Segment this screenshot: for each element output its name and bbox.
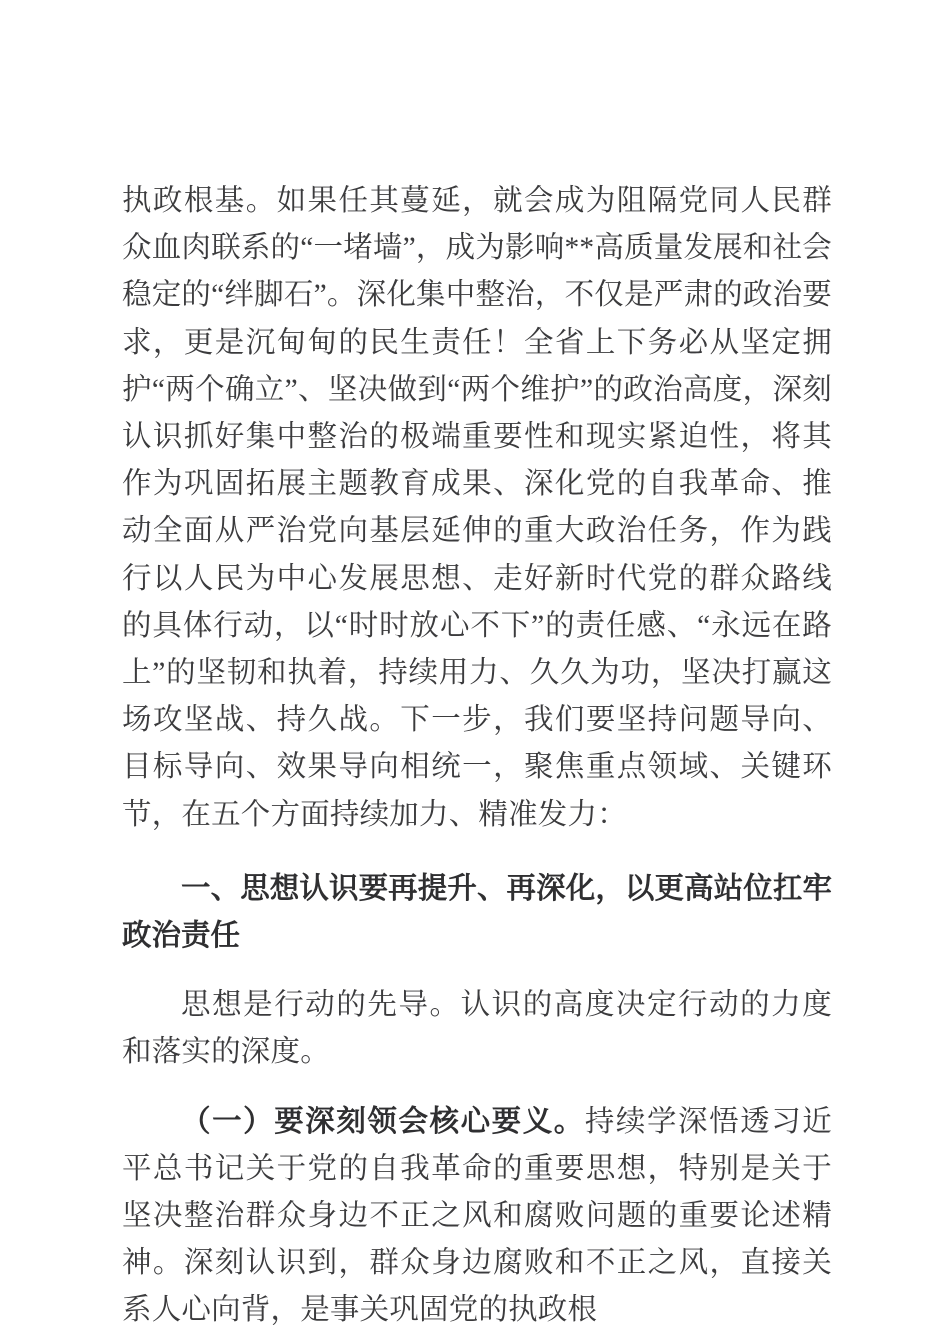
paragraph-spacer-3 [122, 1077, 832, 1099]
subsection-lead-label: （一）要深刻领会核心要义。 [181, 1105, 585, 1138]
section-heading-1: 一、思想认识要再提升、再深化，以更高站位扛牢政治责任 [122, 872, 832, 953]
paragraph-spacer-2 [122, 960, 832, 982]
paragraph-subsection-1 [122, 1099, 832, 1335]
paragraph-continued: 执政根基。如果任其蔓延，就会成为阻隔党同人民群众血肉联系的“一堵墙”，成为影响**高质量发展和社会稳定的“绊脚石”。深化集中整治，不仅是严肃的政治要求，更是沉甸甸的民生责任！全省上下务必从坚定拥护“两个确立”、坚决做到“两个维护”的政治高度，深刻认识抓好集中整治的极端重要性和现实紧迫性，将其作为巩固拓展主题教育成果、深化党的自我革命、推动全面从严治党向基层延伸的重大政治任务，作为践行以人民为中心发展思想、走好新时代党的群众路线的具体行动，以“时时放心不下”的责任感、“永远在路上”的坚韧和执着，持续用力、久久为功，坚决打赢这场攻坚战、持久战。下一步，我们要坚持问题导向、目标导向、效果导向相统一，聚焦重点领域、关键环节，在五个方面持续加力、精准发力： [122, 185, 832, 831]
page-top-margin [0, 0, 950, 178]
paragraph-thought-is-guide: 思想是行动的先导。认识的高度决定行动的力度和落实的深度。 [122, 989, 832, 1069]
document-body [0, 178, 950, 1335]
subsection-body-text: 持续学深悟透习近平总书记关于党的自我革命的重要思想，特别是关于坚决整治群众身边不正之风和腐败问题的重要论述精神。深刻认识到，群众身边腐败和不正之风，直接关系人心向背，是事关巩固党的执政根 [122, 1105, 832, 1327]
paragraph-spacer-1 [122, 839, 832, 866]
